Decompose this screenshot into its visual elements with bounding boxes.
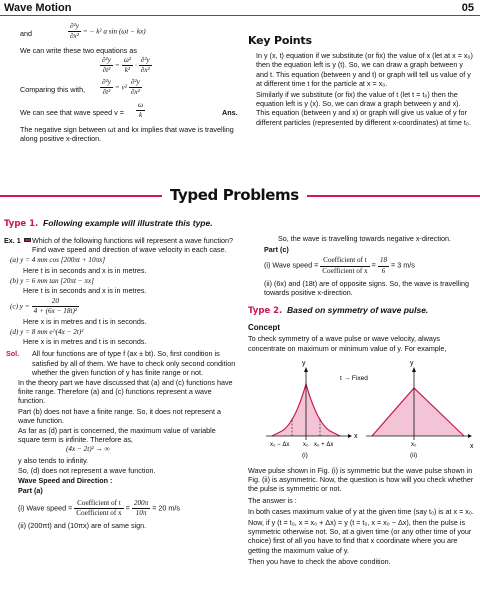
- ex1-b: (b) y = 6 mm tan [20πt − πx]: [10, 276, 94, 285]
- speed-row: [20, 101, 240, 123]
- solution: [4, 349, 236, 377]
- sol-label: Sol.: [6, 349, 20, 359]
- eq1-rhs: = − k² a sin (ωt − kx): [82, 27, 146, 36]
- fig1-caption: (i): [302, 451, 308, 459]
- part-a-speed: (i) Wave speed = $\frac{\text{Coefficient of t}}{\text{Coefficient of x}}$ = $\frac{200\pi}{10\pi}$ = 20 m/s: [18, 498, 180, 517]
- ex1-b-note: Here t is in seconds and x is in metres.: [23, 285, 147, 295]
- ex1-d: (d) y = 8 mm e^(4x − 2t)²: [10, 327, 84, 336]
- wave-speed-heading: Wave Speed and Direction :: [18, 476, 113, 486]
- key-points-box: [248, 34, 474, 127]
- and-label: and: [20, 29, 32, 38]
- comparing-text: Comparing this with,: [20, 84, 86, 94]
- fig1-tick-x0: x₀: [303, 441, 309, 448]
- concept-t3: In both cases maximum value of y at the given time (say t₀) is at x = x₀.: [248, 506, 474, 516]
- ex1-c-note: Here x is in metres and t is in seconds.: [23, 316, 147, 326]
- figure-i: [266, 360, 368, 459]
- negative-sign-text: The negative sign between ωt and kx implies that wave is travelling along positive x-direction.: [20, 124, 234, 143]
- key-points-title: Key Points: [248, 34, 312, 47]
- fig1-y-label: y: [302, 359, 306, 367]
- fig2-tick-x0: x₀: [411, 441, 417, 448]
- ex1-c: (c) y = $\frac{20}{\text{4 + (6x − 18t)²}}$: [10, 297, 78, 316]
- part-a-direction: (ii) (200πt) and (10πx) are of same sign.: [18, 521, 147, 530]
- page-number: 05: [461, 2, 474, 14]
- page-header: [0, 0, 480, 16]
- part-c-heading: Part (c): [264, 245, 289, 255]
- eq2: $\frac{\text{∂²y}}{\text{∂t²}}$ = $\frac{\text{ω²}}{\text{k²}}$ · $\frac{\text{∂²y}}{\text{∂x²}}$: [102, 56, 150, 75]
- eq1-lhs: $\frac{\text{∂²y}}{\text{∂x²}}$: [70, 22, 79, 41]
- typed-problems-title: Typed Problems: [162, 186, 307, 205]
- type2-heading: Type 2. Based on symmetry of wave pulse.: [248, 305, 429, 317]
- concept-t1: Wave pulse shown in Fig. (i) is symmetric but the wave pulse shown in Fig. (ii) is asymmetric. Now, the question is how will you check whether the pulse is symmetric or not.: [248, 465, 474, 494]
- right-column: [248, 234, 476, 566]
- sol-limit: (4x − 2t)² → ∞: [66, 445, 110, 454]
- left-column: [4, 218, 236, 530]
- concept-t5: Then you have to check the above condition.: [248, 556, 391, 566]
- symmetry-figures: [248, 356, 476, 464]
- sol-s3: Part (b) does not have a finite range. So, it does not represent a wave function.: [18, 406, 221, 425]
- key-point-2: Similarly if we substitute (or fix) the value of t (let t = t₀) then the equation left is y (x). So, we can draw a graph between y and x). This equation (between y and x) or graph will give us value of y for different particles (represented by different x-coordinates) at time t₀.: [256, 89, 471, 127]
- sol-s6: So, (d) does not represent a wave function.: [18, 465, 156, 475]
- fig2-pulse-fill: [372, 388, 464, 436]
- chapter-title: Wave Motion: [4, 2, 72, 14]
- part-c-direction: (ii) (6x) and (18t) are of opposite signs. So, the wave is travelling towards positive x-direction.: [264, 278, 469, 298]
- right-r1: So, the wave is travelling towards negative x-direction.: [278, 234, 451, 243]
- typed-problems-band: [0, 184, 480, 208]
- key-point-1: In y (x, t) equation if we substitute (or fix) the value of x (let at x = x₀) then the equation left is y (t). So, we can draw a graph between y and t. This equation (between y and t) or graph will tell us value of y at different time t for the particle at x = x₀.: [256, 51, 473, 88]
- concept-heading: Concept: [248, 323, 280, 333]
- concept-text: To check symmetry of a wave pulse or wave velocity, always concentrate on maximum or minimum value of y. For example,: [248, 334, 447, 353]
- ex-marker-icon: [24, 238, 31, 242]
- sol-s2: In the theory part we have discussed that (a) and (c) functions have finite range. Therefore (a) and (c) functions represent a wave function.: [18, 377, 233, 406]
- fig1-tick-xm: x₀ − Δx: [270, 441, 290, 448]
- write-text: We can write these two equations as: [20, 46, 137, 55]
- part-a-heading: Part (a): [18, 486, 43, 496]
- speed-text: We can see that wave speed v =: [20, 107, 124, 117]
- ex1-a-note: Here t is in seconds and x is in metres.: [23, 265, 147, 275]
- concept-t4: Now, if y (t = t₀, x = x₀ + Δx) = y (t = t₀, x = x₀ − Δx), then the pulse is symmetric otherwise not. So, at a given time (or any other time of your choice) first of all you have to find that x coordinate where you are getting the maximum value of y.: [248, 517, 472, 555]
- concept-t2: The answer is :: [248, 495, 297, 505]
- top-left-derivation: [20, 22, 240, 143]
- eq3-row: Comparing this with, $\frac{\text{∂²y}}{\text{∂t²}}$ = v² $\frac{\text{∂²y}}{\text{∂x²}}$: [20, 77, 140, 96]
- ans-label: Ans.: [222, 107, 238, 117]
- figure-ii: [366, 360, 474, 459]
- part-c-speed: (i) Wave speed = $\frac{\text{Coefficient of t}}{\text{Coefficient of x}}$ = $\frac{18}{6}$ = 3 m/s: [264, 256, 415, 275]
- speed-frac: $\frac{\omega}{k}$: [138, 100, 144, 119]
- fixed-label: t → Fixed: [340, 374, 368, 382]
- sol-s5: y also tends to infinity.: [18, 455, 89, 465]
- fig2-x-label: x: [470, 442, 474, 450]
- fig1-x-label: x: [354, 432, 358, 440]
- ex1-question: Ex. 1 Which of the following functions will represent a wave function? Find wave speed and direction of wave velocity in each case.: [4, 235, 233, 255]
- sol-s4: As far as (d) part is concerned, the maximum value of variable square term is infinite. Therefore as,: [18, 426, 216, 445]
- fig2-caption: (ii): [410, 451, 418, 459]
- type1-heading: Type 1. Following example will illustrate this type.: [4, 218, 213, 229]
- fig2-y-label: y: [410, 359, 414, 367]
- sol-s1: All four functions are of type f (ax ± bt). So, first condition is satisfied by all of them. We have to check only second condition whether the given function of y has finite range or not.: [32, 349, 236, 377]
- fig1-tick-xp: x₀ + Δx: [314, 441, 334, 448]
- ex1-d-note: Here x is in metres and t is in seconds.: [23, 337, 147, 347]
- ex1-a: (a) y = 4 mm cos [200πt + 10πx]: [10, 256, 106, 265]
